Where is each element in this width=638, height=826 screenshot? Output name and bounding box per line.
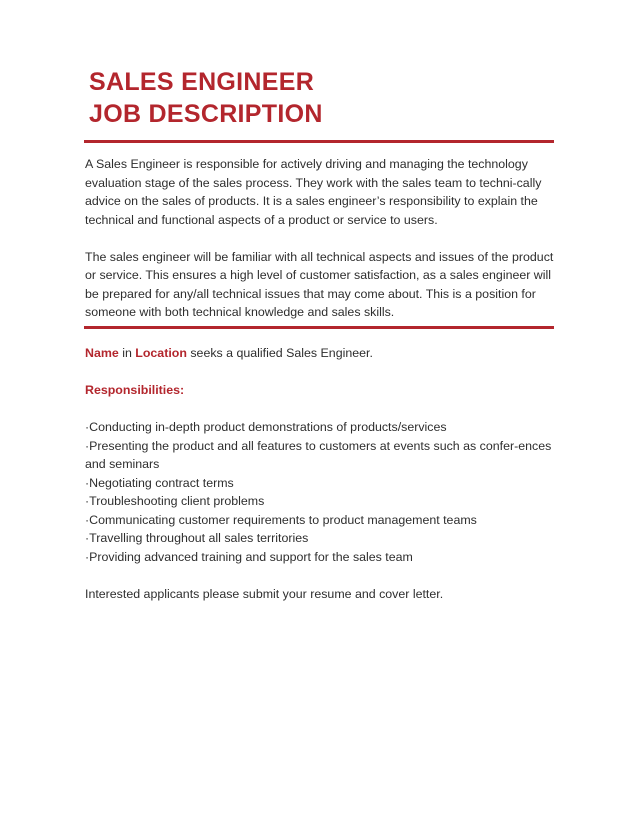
responsibilities-list	[85, 418, 555, 566]
title-line-2: JOB DESCRIPTION	[89, 100, 323, 128]
list-item: ·Troubleshooting client problems	[85, 494, 265, 508]
intro-section	[85, 155, 555, 340]
list-item: ·Conducting in-depth product demonstrations of products/services	[85, 420, 447, 434]
seek-line	[85, 344, 555, 363]
page-title	[89, 66, 323, 130]
spacer	[85, 566, 555, 585]
seek-in-text: in	[118, 346, 136, 360]
list-item: ·Travelling throughout all sales territories	[85, 531, 309, 545]
list-item: ·Presenting the product and all features to customers at events such as confer-ences and seminars	[85, 438, 552, 471]
seek-rest-text: seeks a qualified Sales Engineer.	[186, 346, 373, 360]
spacer	[85, 363, 555, 382]
spacer	[85, 400, 555, 419]
intro-paragraph-1: A Sales Engineer is responsible for actively driving and managing the technology evaluation stage of the sales process. They work with the sales team to techni-cally advice on the sales of products. It is a sales engineer’s responsibility to explain the technical and functional aspects of a product or service to users.	[85, 157, 542, 227]
name-placeholder: Name	[85, 346, 119, 360]
list-item: ·Communicating customer requirements to product management teams	[85, 512, 477, 527]
title-line-1: SALES ENGINEER	[89, 68, 315, 96]
responsibilities-heading: Responsibilities:	[85, 383, 185, 397]
details-section	[85, 344, 555, 603]
list-item: ·Negotiating contract terms	[85, 475, 234, 490]
middle-divider	[84, 326, 554, 329]
top-divider	[84, 140, 554, 143]
intro-paragraph-2: The sales engineer will be familiar with all technical aspects and issues of the product or service. This ensures a high level of customer satisfaction, as a sales engineer will be prepared for any/all technical issues that may come about. This is a position for someone with both technical knowledge and sales skills.	[85, 249, 554, 319]
closing-line: Interested applicants please submit your resume and cover letter.	[85, 586, 444, 601]
location-placeholder: Location	[135, 346, 187, 360]
list-item: ·Providing advanced training and support for the sales team	[85, 549, 413, 564]
